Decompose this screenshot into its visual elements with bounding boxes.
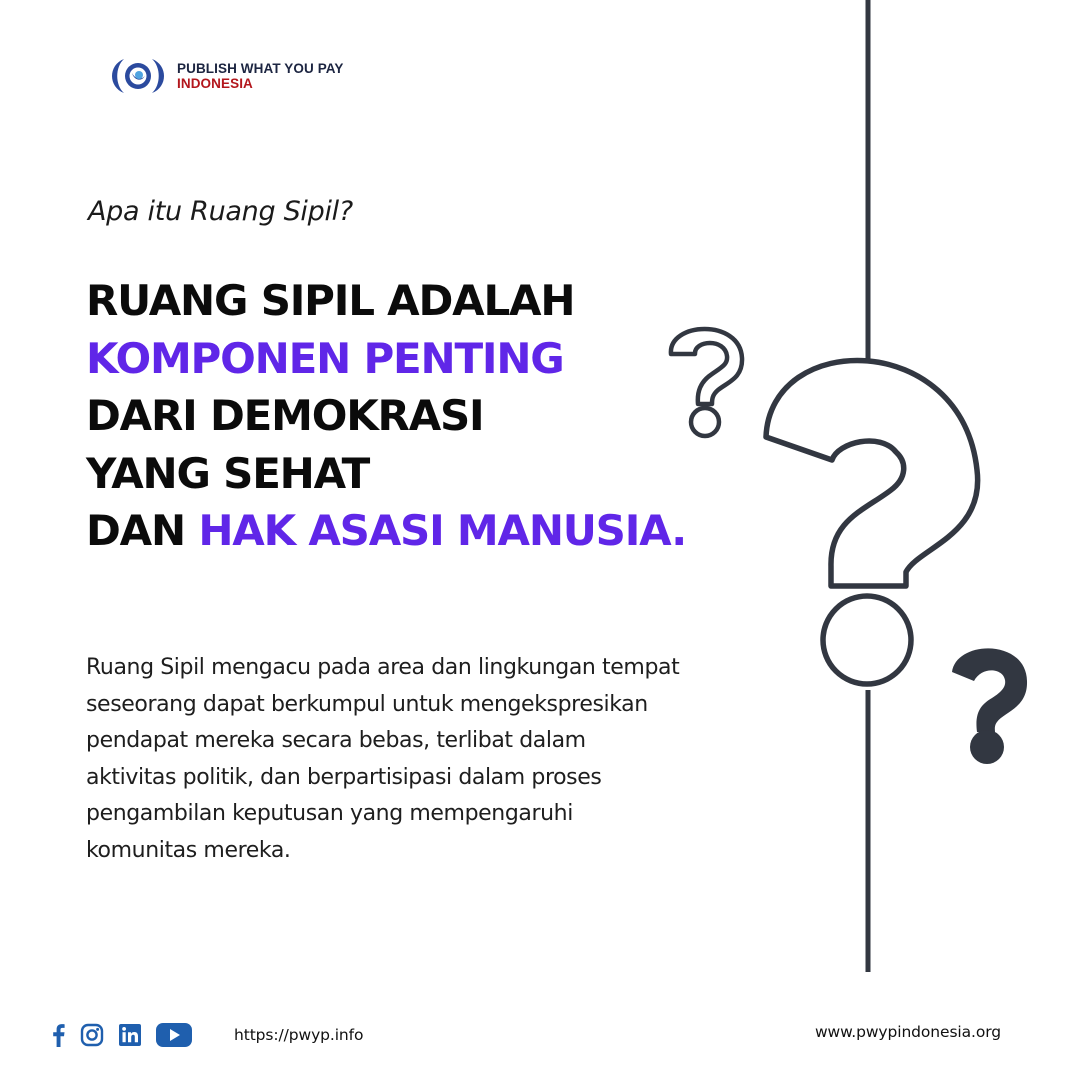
eye-logo-icon [107,56,169,96]
headline-line-5 [86,502,686,560]
footer-website[interactable]: www.pwypindonesia.org [814,1023,1001,1041]
linkedin-icon[interactable] [118,1023,142,1047]
headline-line-5-prefix: DAN [86,506,199,555]
brand-country: INDONESIA [177,76,253,91]
headline-line-5-accent: HAK ASASI MANUSIA. [198,506,686,555]
youtube-icon[interactable] [156,1022,192,1048]
body-line: pengambilan keputusan yang mempengaruhi [86,801,573,827]
body-line: Ruang Sipil mengacu pada area dan lingkungan tempat [86,655,680,680]
instagram-icon[interactable] [80,1023,104,1047]
headline-line-3: DARI DEMOKRASI [86,391,484,440]
eyebrow-question: Apa itu Ruang Sipil? [88,196,353,227]
body-line: aktivitas politik, dan berpartisipasi dalam proses [86,764,602,790]
headline-line-2-accent: KOMPONEN PENTING [86,333,564,383]
solid-question-mark-icon [952,648,1027,764]
body-line: komunitas mereka. [86,837,291,863]
brand-wordmark [177,61,344,91]
large-question-mark-icon [766,360,978,684]
headline [86,272,686,560]
facebook-icon[interactable] [50,1023,66,1047]
brand-name: PUBLISH WHAT YOU PAY [177,61,344,76]
headline-line-4: YANG SEHAT [86,448,370,498]
body-paragraph [86,650,746,870]
social-links [50,1022,206,1048]
body-line: pendapat mereka secara bebas, terlibat dalam [86,728,586,754]
body-line: seseorang dapat berkumpul untuk mengekspresikan [86,691,648,717]
headline-line-1: RUANG SIPIL ADALAH [86,276,575,325]
footer-link[interactable]: https://pwyp.info [234,1026,364,1044]
brand-logo [107,56,344,96]
